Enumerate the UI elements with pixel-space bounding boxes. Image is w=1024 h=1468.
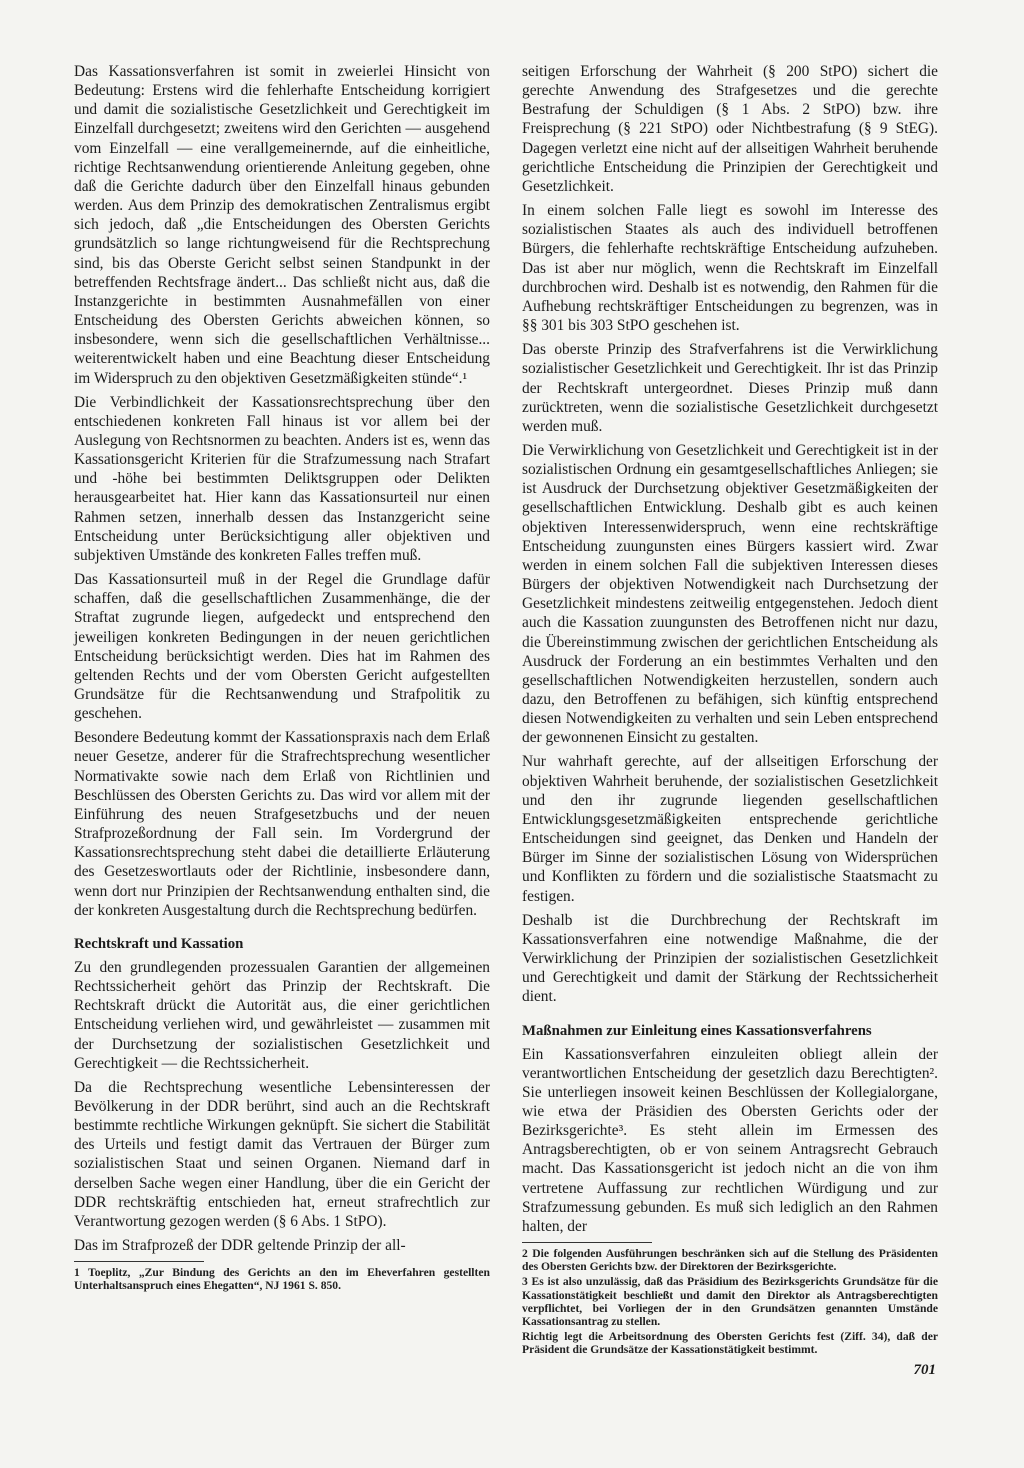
paragraph: seitigen Erforschung der Wahrheit (§ 200 StPO) sichert die gerechte Anwendung des Strafgesetzes und die gerechte Bestrafung der Schuldigen (§ 1 Abs. 2 StPO) bzw. ihre Freisprechung (§ 221 StPO) oder Nichtbestrafung (§ 9 StEG). Dagegen verletzt eine nicht auf der allseitigen Wahrheit beruhende gerichtliche Entscheidung die Prinzipien der Gerechtigkeit und Gesetzlichkeit. (522, 63, 938, 195)
paragraph: Die Verbindlichkeit der Kassationsrechtsprechung über den entschiedenen konkreten Fall hinaus ist vor allem bei der Auslegung von Rechtsnormen zu beachten. Anders ist es, wenn das Kassationsgericht Kriterien für die Strafzumessung nach Strafart und -höhe bei bestimmten Deliktsgruppen oder Delikten herausgearbeitet hat. Hier kann das Kassationsurteil nur einen Rahmen setzen, innerhalb dessen das Instanzgericht seine Entscheidung unter Berücksichtigung aller objektiven und subjektiven Umstände des konkreten Falles treffen muß. (74, 393, 490, 564)
paragraph: Die Verwirklichung von Gesetzlichkeit und Gerechtigkeit ist in der sozialistischen Ordnung ein gesamtgesellschaftliches Anliegen; sie ist Ausdruck der Durchsetzung objektiver Gesetzmäßigkeiten der gesellschaftlichen Entwicklung. Deshalb gibt es auch keinen objektiven Interessenwiderspruch, wenn eine rechtskräftige Entscheidung zuungunsten eines Bürgers kassiert wird. Zwar werden in einem solchen Fall die subjektiven Interessen dieses Bürgers der objektiven Notwendigkeit nach Durchsetzung der Gesetzlichkeit mindestens zeitweilig entgegenstehen. Jedoch dient auch die Kassation zuungunsten des Betroffenen nicht nur dazu, die Übereinstimmung zwischen der gerichtlichen Entscheidung als Ausdruck der Forderung an ein bestimmtes Verhalten und den gesellschaftlichen Notwendigkeiten herzustellen, sondern auch dazu, den Betroffenen zu befähigen, sich künftig entsprechend diesen Notwendigkeiten zu verhalten und sein Leben entsprechend der gewonnenen Einsicht zu gestalten. (522, 441, 938, 747)
paragraph: Zu den grundlegenden prozessualen Garantien der allgemeinen Rechtssicherheit gehört das Prinzip der Rechtskraft. Die Rechtskraft drückt die Autorität aus, die einer gerichtlichen Entscheidung verliehen wird, und gewährleistet — zusammen mit der Durchsetzung der sozialistischen Gesetzlichkeit und Gerechtigkeit — die Rechtssicherheit. (74, 958, 490, 1072)
paragraph: Ein Kassationsverfahren einzuleiten obliegt allein der verantwortlichen Entscheidung der gesetzlich dazu Berechtigten². Sie unterliegen insoweit keinen Beschlüssen der Kollegialorgane, wie etwa der Präsidien des Obersten Gerichts oder der Bezirksgerichte³. Es steht allein im Ermessen des Antragsberechtigten, ob er von seinem Antragsrecht Gebrauch macht. Das Kassationsgericht ist jedoch nicht an die von ihm vertretene Auffassung zur rechtlichen Würdigung und zur Strafzumessung gebunden. Es muß sich lediglich an den Rahmen halten, der (522, 1045, 938, 1235)
footnote-divider (522, 1242, 652, 1243)
paragraph: Das im Strafprozeß der DDR geltende Prinzip der all- (74, 1237, 406, 1255)
paragraph: In einem solchen Falle liegt es sowohl im Interesse des sozialistischen Staates als auch des individuell betroffenen Bürgers, die fehlerhafte rechtskräftige Entscheidung aufzuheben. Das ist aber nur möglich, wenn die Rechtskraft im Einzelfall durchbrochen wird. Deshalb ist es notwendig, den Rahmen für die Aufhebung rechtskräftiger Entscheidungen zu begrenzen, was in §§ 301 bis 303 StPO geschehen ist. (522, 202, 938, 335)
footnote: 3 Es ist also unzulässig, daß das Präsidium des Bezirksgerichts Grundsätze für die Kassationstätigkeit beschließt und damit den Direktor als Antragsberechtigten verpflichtet, bei Vorliegen der in den Grundsätzen genannten Umstände Kassationsantrag zu stellen. (522, 1275, 938, 1329)
section-heading: Maßnahmen zur Einleitung eines Kassationsverfahrens (522, 1022, 872, 1039)
footnote: 2 Die folgenden Ausführungen beschränken sich auf die Stellung des Präsidenten des Obersten Gerichts bzw. der Direktoren der Bezirksgerichte. (522, 1247, 938, 1274)
paragraph: Nur wahrhaft gerechte, auf der allseitigen Erforschung der objektiven Wahrheit beruhende, der sozialistischen Gesetzlichkeit und den ihr zugrunde liegenden gesellschaftlichen Entwicklungsgesetzmäßigkeiten entsprechende gerichtliche Entscheidungen sind geeignet, das Denken und Handeln der Bürger im Sinne der sozialistischen Lösung von Widersprüchen und Konflikten zu fördern und die sozialistische Staatsmacht zu festigen. (522, 753, 938, 905)
paragraph: Besondere Bedeutung kommt der Kassationspraxis nach dem Erlaß neuer Gesetze, anderer für die Strafrechtsprechung wesentlicher Normativakte sowie nach dem Erlaß von Richtlinien und Beschlüssen des Obersten Gerichts zu. Das wird vor allem mit der Einführung des neuen Strafgesetzbuchs und der neuen Strafprozeßordnung der Fall sein. Im Vordergrund der Kassationsrechtsprechung steht dabei die detaillierte Erläuterung des Gesetzeswortlauts oder der Richtlinie, insbesondere dann, wenn dort nur Prinzipien der Rechtsanwendung enthalten sind, die der konkreten Ausgestaltung durch die Rechtsprechung bedürfen. (74, 729, 490, 919)
page-number: 701 (913, 1362, 936, 1378)
paragraph: Das oberste Prinzip des Strafverfahrens ist die Verwirklichung sozialistischer Gesetzlichkeit und Gerechtigkeit. Ihr ist das Prinzip der Rechtskraft untergeordnet. Dieses Prinzip muß dann zurücktreten, wenn die sozialistische Gesetzlichkeit durchgesetzt werden muß. (522, 341, 938, 435)
section-heading: Rechtskraft und Kassation (74, 935, 244, 952)
paragraph: Das Kassationsurteil muß in der Regel die Grundlage dafür schaffen, daß die gesellschaftlichen Zusammenhänge, die der Straftat zugrunde liegen, aufgedeckt und entsprechend den jeweiligen konkreten Bedingungen in der neuen gerichtlichen Entscheidung berücksichtigt werden. Dies hat im Rahmen des geltenden Rechts und der vom Obersten Gericht aufgestellten Grundsätze für die Rechtsanwendung und Strafpolitik zu geschehen. (74, 571, 490, 723)
right-column (522, 62, 938, 1359)
footnote: Richtig legt die Arbeitsordnung des Obersten Gerichts fest (Ziff. 34), daß der Präsident die Grundsätze der Kassationstätigkeit bestimmt. (522, 1330, 938, 1357)
paragraph: Da die Rechtsprechung wesentliche Lebensinteressen der Bevölkerung in der DDR berührt, sind auch an die Rechtskraft bestimmte rechtliche Wirkungen geknüpft. Sie sichert die Stabilität des Urteils und festigt damit das Vertrauen der Bürger zum sozialistischen Staat und seinen Organen. Niemand darf in derselben Sache wegen einer Handlung, über die ein Gericht der DDR rechtskräftig entschieden hat, erneut strafrechtlich zur Verantwortung gezogen werden (§ 6 Abs. 1 StPO). (74, 1078, 490, 1230)
footnote: 1 Toeplitz, „Zur Bindung des Gerichts an den im Eheverfahren gestellten Unterhaltsanspruch eines Ehegatten“, NJ 1961 S. 850. (74, 1266, 490, 1293)
paragraph: Deshalb ist die Durchbrechung der Rechtskraft im Kassationsverfahren eine notwendige Maßnahme, die der Verwirklichung der Prinzipien der sozialistischen Gesetzlichkeit und Gerechtigkeit und damit der Stärkung der Rechtssicherheit dient. (522, 911, 938, 1006)
left-column (74, 62, 490, 1295)
footnote-divider (74, 1261, 204, 1262)
paragraph: Das Kassationsverfahren ist somit in zweierlei Hinsicht von Bedeutung: Erstens wird die fehlerhafte Entscheidung korrigiert und damit die sozialistische Gesetzlichkeit und Gerechtigkeit im Einzelfall durchgesetzt; zweitens wird den Gerichten — ausgehend vom Einzelfall — eine verallgemeinernde, auf die einheitliche, richtige Rechtsanwendung orientierende Anleitung gegeben, ohne daß die Gerichte dadurch über den Einzelfall hinaus gebunden werden. Aus dem Prinzip des demokratischen Zentralismus ergibt sich jedoch, daß „die Entscheidungen des Obersten Gerichts grundsätzlich so lange richtungweisend für die Rechtsprechung sind, bis das Oberste Gericht selbst seinen Standpunkt in der betreffenden Rechtsfrage ändert... Das schließt nicht aus, daß die Instanzgerichte in bestimmten Ausnahmefällen von einer Entscheidung des Obersten Gerichts abweichen können, so insbesondere, wenn sich die gesellschaftlichen Verhältnisse... weiterentwickelt haben und eine Beachtung dieser Entscheidung im Widerspruch zu den objektiven Gesetzmäßigkeiten stünde“.¹ (74, 63, 490, 387)
